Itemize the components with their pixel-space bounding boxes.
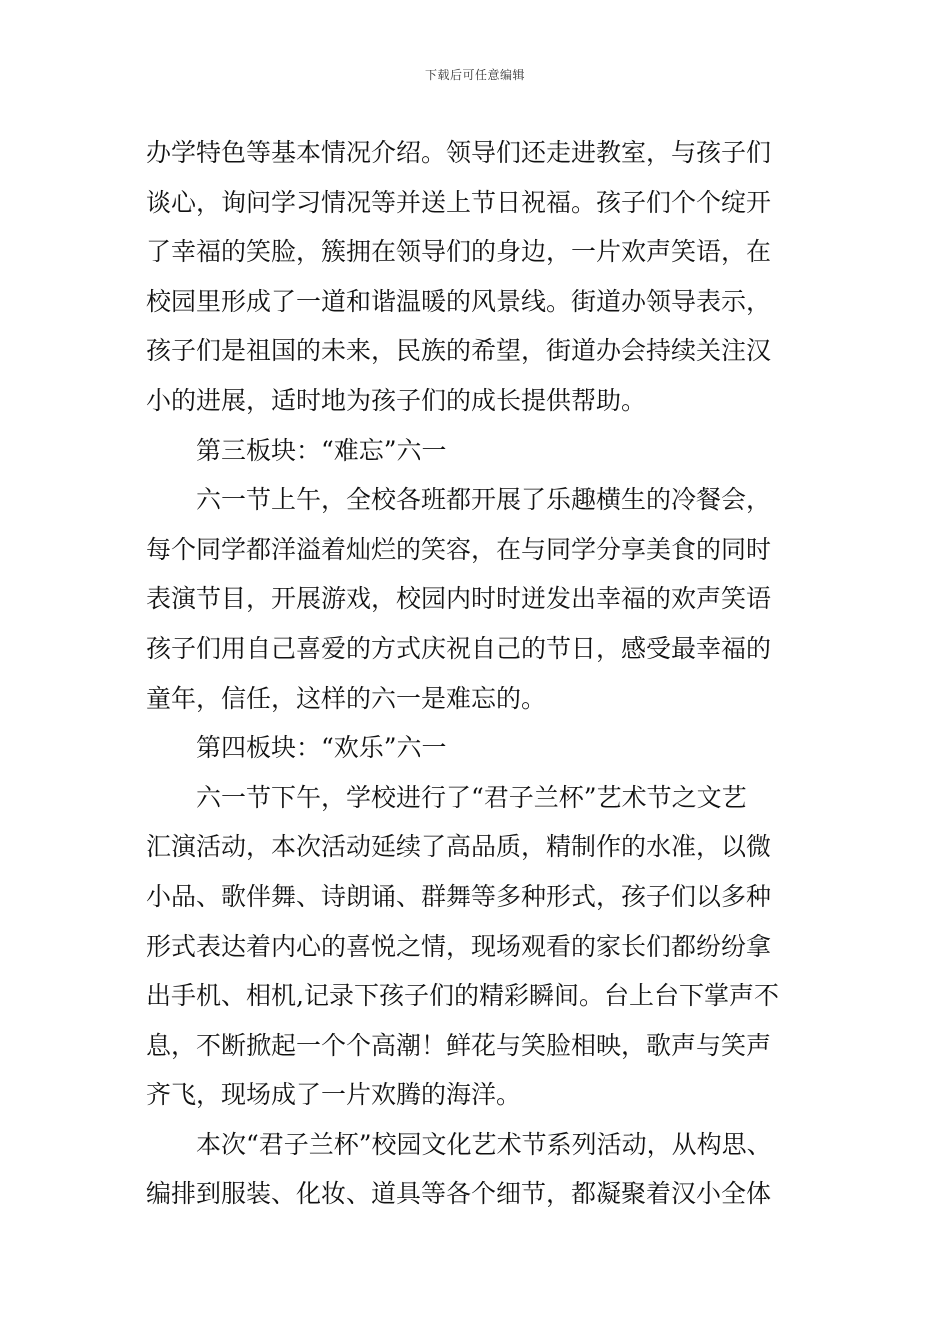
- text-line: 童年，信任，这样的六一是难忘的。: [146, 683, 547, 713]
- text-line: 每个同学都洋溢着灿烂的笑容，在与同学分享美食的同时: [146, 534, 772, 564]
- text-line: 了幸福的笑脸，簇拥在领导们的身边，一片欢声笑语，在: [146, 237, 772, 267]
- text-line: 齐飞，现场成了一片欢腾的海洋。: [146, 1080, 522, 1110]
- document-body: [146, 128, 826, 1219]
- text-line: 编排到服装、化妆、道具等各个细节，都凝聚着汉小全体: [146, 1179, 772, 1209]
- paragraph-start-line: 六一节上午，全校各班都开展了乐趣横生的冷餐会，: [196, 485, 772, 515]
- section-heading: 第四板块：“欢乐”六一: [196, 733, 447, 763]
- text-line: 孩子们是祖国的未来，民族的希望，街道办会持续关注汉: [146, 336, 772, 366]
- text-line: 谈心，询问学习情况等并送上节日祝福。孩子们个个绽开: [146, 187, 772, 217]
- text-line: 小的进展，适时地为孩子们的成长提供帮助。: [146, 385, 647, 415]
- text-line: 汇演活动，本次活动延续了高品质，精制作的水准，以微: [146, 832, 772, 862]
- paragraph-start-line: 六一节下午，学校进行了“君子兰杯”艺术节之文艺: [196, 782, 747, 812]
- text-line: 小品、歌伴舞、诗朗诵、群舞等多种形式，孩子们以多种: [146, 881, 772, 911]
- text-line: 校园里形成了一道和谐温暖的风景线。街道办领导表示，: [146, 286, 772, 316]
- text-line: 形式表达着内心的喜悦之情，现场观看的家长们都纷纷拿: [146, 931, 772, 961]
- text-line: 出手机、相机,记录下孩子们的精彩瞬间。台上台下掌声不: [146, 981, 779, 1011]
- text-line: 孩子们用自己喜爱的方式庆祝自己的节日，感受最幸福的: [146, 633, 772, 663]
- text-line: 表演节目，开展游戏，校园内时时迸发出幸福的欢声笑语: [146, 584, 772, 614]
- text-line: 息，不断掀起一个个高潮！鲜花与笑脸相映，歌声与笑声: [146, 1030, 772, 1060]
- text-line: 办学特色等基本情况介绍。领导们还走进教室，与孩子们: [146, 138, 772, 167]
- paragraph-start-line: 本次“君子兰杯”校园文化艺术节系列活动，从构思、: [196, 1129, 772, 1159]
- page-header: 下载后可任意编辑: [424, 68, 525, 82]
- section-heading: 第三板块：“难忘”六一: [196, 435, 447, 465]
